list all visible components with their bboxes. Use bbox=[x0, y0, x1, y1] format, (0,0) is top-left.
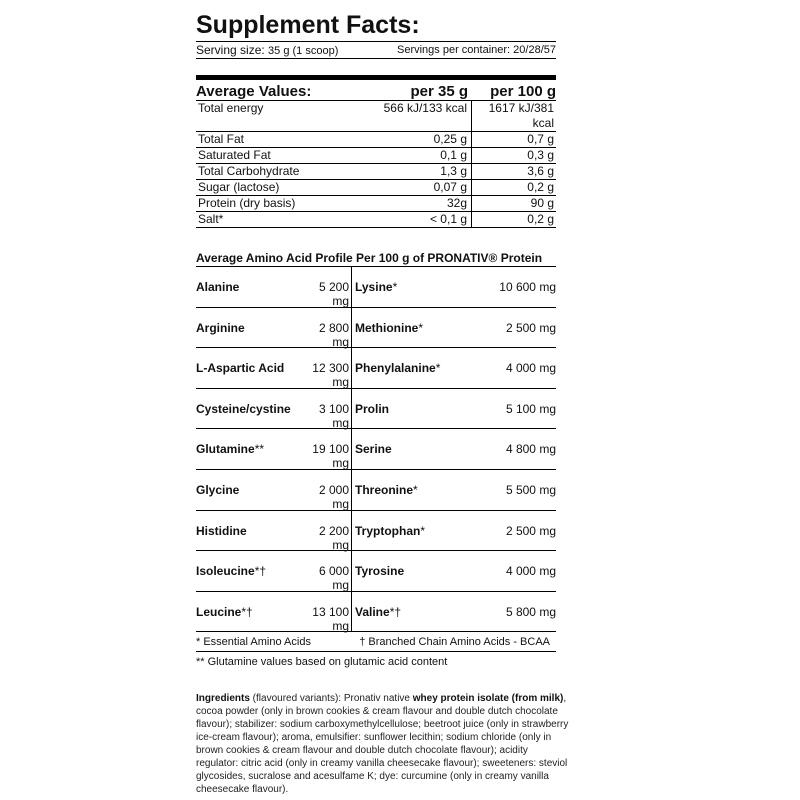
value-per-100g: 0,3 g bbox=[472, 148, 557, 164]
nutrient-name: Protein (dry basis) bbox=[196, 196, 381, 212]
footnote-bcaa: † Branched Chain Amino Acids - BCAA bbox=[359, 636, 550, 649]
ingredients-text bbox=[196, 692, 571, 796]
amino-name-text: Tyrosine bbox=[355, 564, 405, 579]
value-per-100g: 3,6 g bbox=[472, 164, 557, 180]
amino-name bbox=[352, 470, 472, 511]
value-per-35g: 0,07 g bbox=[381, 180, 472, 196]
value-per-100g: 1617 kJ/381 kcal bbox=[472, 101, 557, 132]
header-average-values: Average Values: bbox=[196, 82, 312, 100]
amino-name bbox=[352, 592, 472, 633]
amino-name-text: Valine bbox=[355, 604, 390, 619]
value-per-35g: < 0,1 g bbox=[381, 212, 472, 228]
amino-name bbox=[352, 429, 472, 470]
amino-marker: *† bbox=[254, 564, 267, 579]
footnote-glutamine: ** Glutamine values based on glutamic acid content bbox=[196, 656, 448, 669]
amino-name-text: Histidine bbox=[196, 523, 247, 538]
value-per-35g: 32g bbox=[381, 196, 472, 212]
nutrient-name: Salt* bbox=[196, 212, 381, 228]
amino-name-text: Threonine bbox=[355, 482, 414, 497]
amino-name-text: Methionine bbox=[355, 320, 419, 335]
amino-name-text: Leucine bbox=[196, 604, 242, 619]
amino-value: 2 800 mg bbox=[302, 308, 352, 349]
amino-name-text: Glycine bbox=[196, 482, 240, 497]
footnote-essential: * Essential Amino Acids bbox=[196, 636, 311, 649]
nutrition-row bbox=[196, 164, 556, 180]
amino-value: 4 000 mg bbox=[472, 551, 556, 592]
ingredients-rest: , cocoa powder (only in brown cookies & cream flavour and double dutch chocolate flavour); stabilizer: sodium carboxymethylcellulose; beetroot juice (only in strawberry ice-cream flavour); aroma, emulsifier: sunflower lecithin; sodium chloride (only in brown cookies & cream flavour and double dutch chocolate flavour); acidity regulator: citric acid (only in creamy vanilla cheesecake flavour); sweeteners: steviol glycosides, sucralose and acesulfame K; dye: curcumine (only in creamy vanilla cheesecake flavour). bbox=[196, 693, 569, 795]
amino-name bbox=[196, 511, 302, 552]
amino-marker: * bbox=[420, 523, 426, 538]
amino-name bbox=[196, 470, 302, 511]
value-per-35g: 566 kJ/133 kcal bbox=[381, 101, 472, 132]
amino-value: 2 000 mg bbox=[302, 470, 352, 511]
servings-per-container: Servings per container: 20/28/57 bbox=[397, 44, 556, 56]
value-per-100g: 0,2 g bbox=[472, 180, 557, 196]
amino-name-text: Tryptophan bbox=[355, 523, 421, 538]
ingredients-intro: (flavoured variants): Pronativ native bbox=[249, 693, 413, 704]
panel-title: Supplement Facts: bbox=[196, 11, 420, 39]
header-per-35g: per 35 g bbox=[410, 82, 468, 100]
footnote-row bbox=[196, 635, 556, 649]
nutrition-row bbox=[196, 101, 556, 132]
amino-name-text: Prolin bbox=[355, 401, 390, 416]
amino-name-text: Lysine bbox=[355, 280, 393, 294]
amino-value: 5 100 mg bbox=[472, 389, 556, 430]
amino-name-text: Phenylalanine bbox=[355, 361, 436, 376]
amino-name bbox=[196, 389, 302, 430]
amino-name bbox=[352, 389, 472, 430]
nutrition-row bbox=[196, 196, 556, 212]
amino-acid-grid bbox=[196, 267, 556, 632]
amino-name bbox=[196, 308, 302, 349]
amino-name-text: Serine bbox=[355, 442, 392, 457]
ingredients-main: whey protein isolate (from milk) bbox=[412, 693, 564, 704]
amino-value: 12 300 mg bbox=[302, 348, 352, 389]
amino-value: 5 800 mg bbox=[472, 592, 556, 633]
amino-marker: *† bbox=[241, 604, 253, 619]
nutrition-header bbox=[196, 75, 556, 100]
nutrition-row bbox=[196, 132, 556, 148]
header-per-100g: per 100 g bbox=[490, 82, 556, 100]
value-per-100g: 90 g bbox=[472, 196, 557, 212]
amino-name-text: Glutamine bbox=[196, 442, 255, 457]
amino-name-text: Isoleucine bbox=[196, 564, 255, 579]
amino-marker: ** bbox=[254, 442, 265, 457]
serving-size bbox=[196, 43, 338, 57]
amino-name-text: Cysteine/cystine bbox=[196, 401, 291, 416]
value-per-35g: 1,3 g bbox=[381, 164, 472, 180]
amino-name-text: L-Aspartic Acid bbox=[196, 361, 285, 376]
amino-value: 5 200 mg bbox=[302, 267, 352, 308]
amino-value: 2 200 mg bbox=[302, 511, 352, 552]
amino-marker: * bbox=[392, 280, 398, 294]
value-per-100g: 0,2 g bbox=[472, 212, 557, 228]
amino-name-text: Arginine bbox=[196, 320, 245, 335]
amino-name bbox=[352, 267, 472, 308]
nutrition-row bbox=[196, 212, 556, 228]
amino-name bbox=[196, 267, 302, 308]
amino-value: 5 500 mg bbox=[472, 470, 556, 511]
amino-value: 2 500 mg bbox=[472, 511, 556, 552]
value-per-100g: 0,7 g bbox=[472, 132, 557, 148]
amino-name bbox=[196, 592, 302, 633]
value-per-35g: 0,1 g bbox=[381, 148, 472, 164]
amino-value: 10 600 mg bbox=[472, 267, 556, 308]
amino-value: 19 100 mg bbox=[302, 429, 352, 470]
nutrient-name: Sugar (lactose) bbox=[196, 180, 381, 196]
amino-name bbox=[196, 429, 302, 470]
serving-size-value: 35 g (1 scoop) bbox=[268, 45, 339, 57]
nutrition-row bbox=[196, 180, 556, 196]
amino-marker: * bbox=[418, 320, 423, 335]
amino-value: 6 000 mg bbox=[302, 551, 352, 592]
amino-name bbox=[196, 348, 302, 389]
amino-marker: * bbox=[413, 482, 418, 497]
amino-value: 4 000 mg bbox=[472, 348, 556, 389]
amino-value: 3 100 mg bbox=[302, 389, 352, 430]
nutrient-name: Total Carbohydrate bbox=[196, 164, 381, 180]
serving-info bbox=[196, 41, 556, 59]
amino-value: 13 100 mg bbox=[302, 592, 352, 633]
amino-name-text: Alanine bbox=[196, 280, 240, 294]
serving-size-label: Serving size: bbox=[196, 43, 265, 57]
amino-name bbox=[352, 551, 472, 592]
amino-value: 2 500 mg bbox=[472, 308, 556, 349]
amino-value: 4 800 mg bbox=[472, 429, 556, 470]
amino-name bbox=[352, 511, 472, 552]
nutrient-name: Saturated Fat bbox=[196, 148, 381, 164]
supplement-facts-panel bbox=[196, 10, 556, 669]
value-per-35g: 0,25 g bbox=[381, 132, 472, 148]
ingredients-label: Ingredients bbox=[196, 693, 250, 704]
amino-name bbox=[352, 308, 472, 349]
nutrition-table bbox=[196, 100, 556, 228]
nutrient-name: Total Fat bbox=[196, 132, 381, 148]
footnote-divider bbox=[196, 651, 556, 652]
amino-name bbox=[352, 348, 472, 389]
nutrient-name: Total energy bbox=[196, 101, 381, 132]
footnotes bbox=[196, 635, 556, 669]
amino-marker: * bbox=[435, 361, 441, 376]
amino-name bbox=[196, 551, 302, 592]
amino-profile-title: Average Amino Acid Profile Per 100 g of PRONATIV® Protein bbox=[196, 252, 556, 267]
amino-marker: *† bbox=[389, 604, 402, 619]
nutrition-row bbox=[196, 148, 556, 164]
